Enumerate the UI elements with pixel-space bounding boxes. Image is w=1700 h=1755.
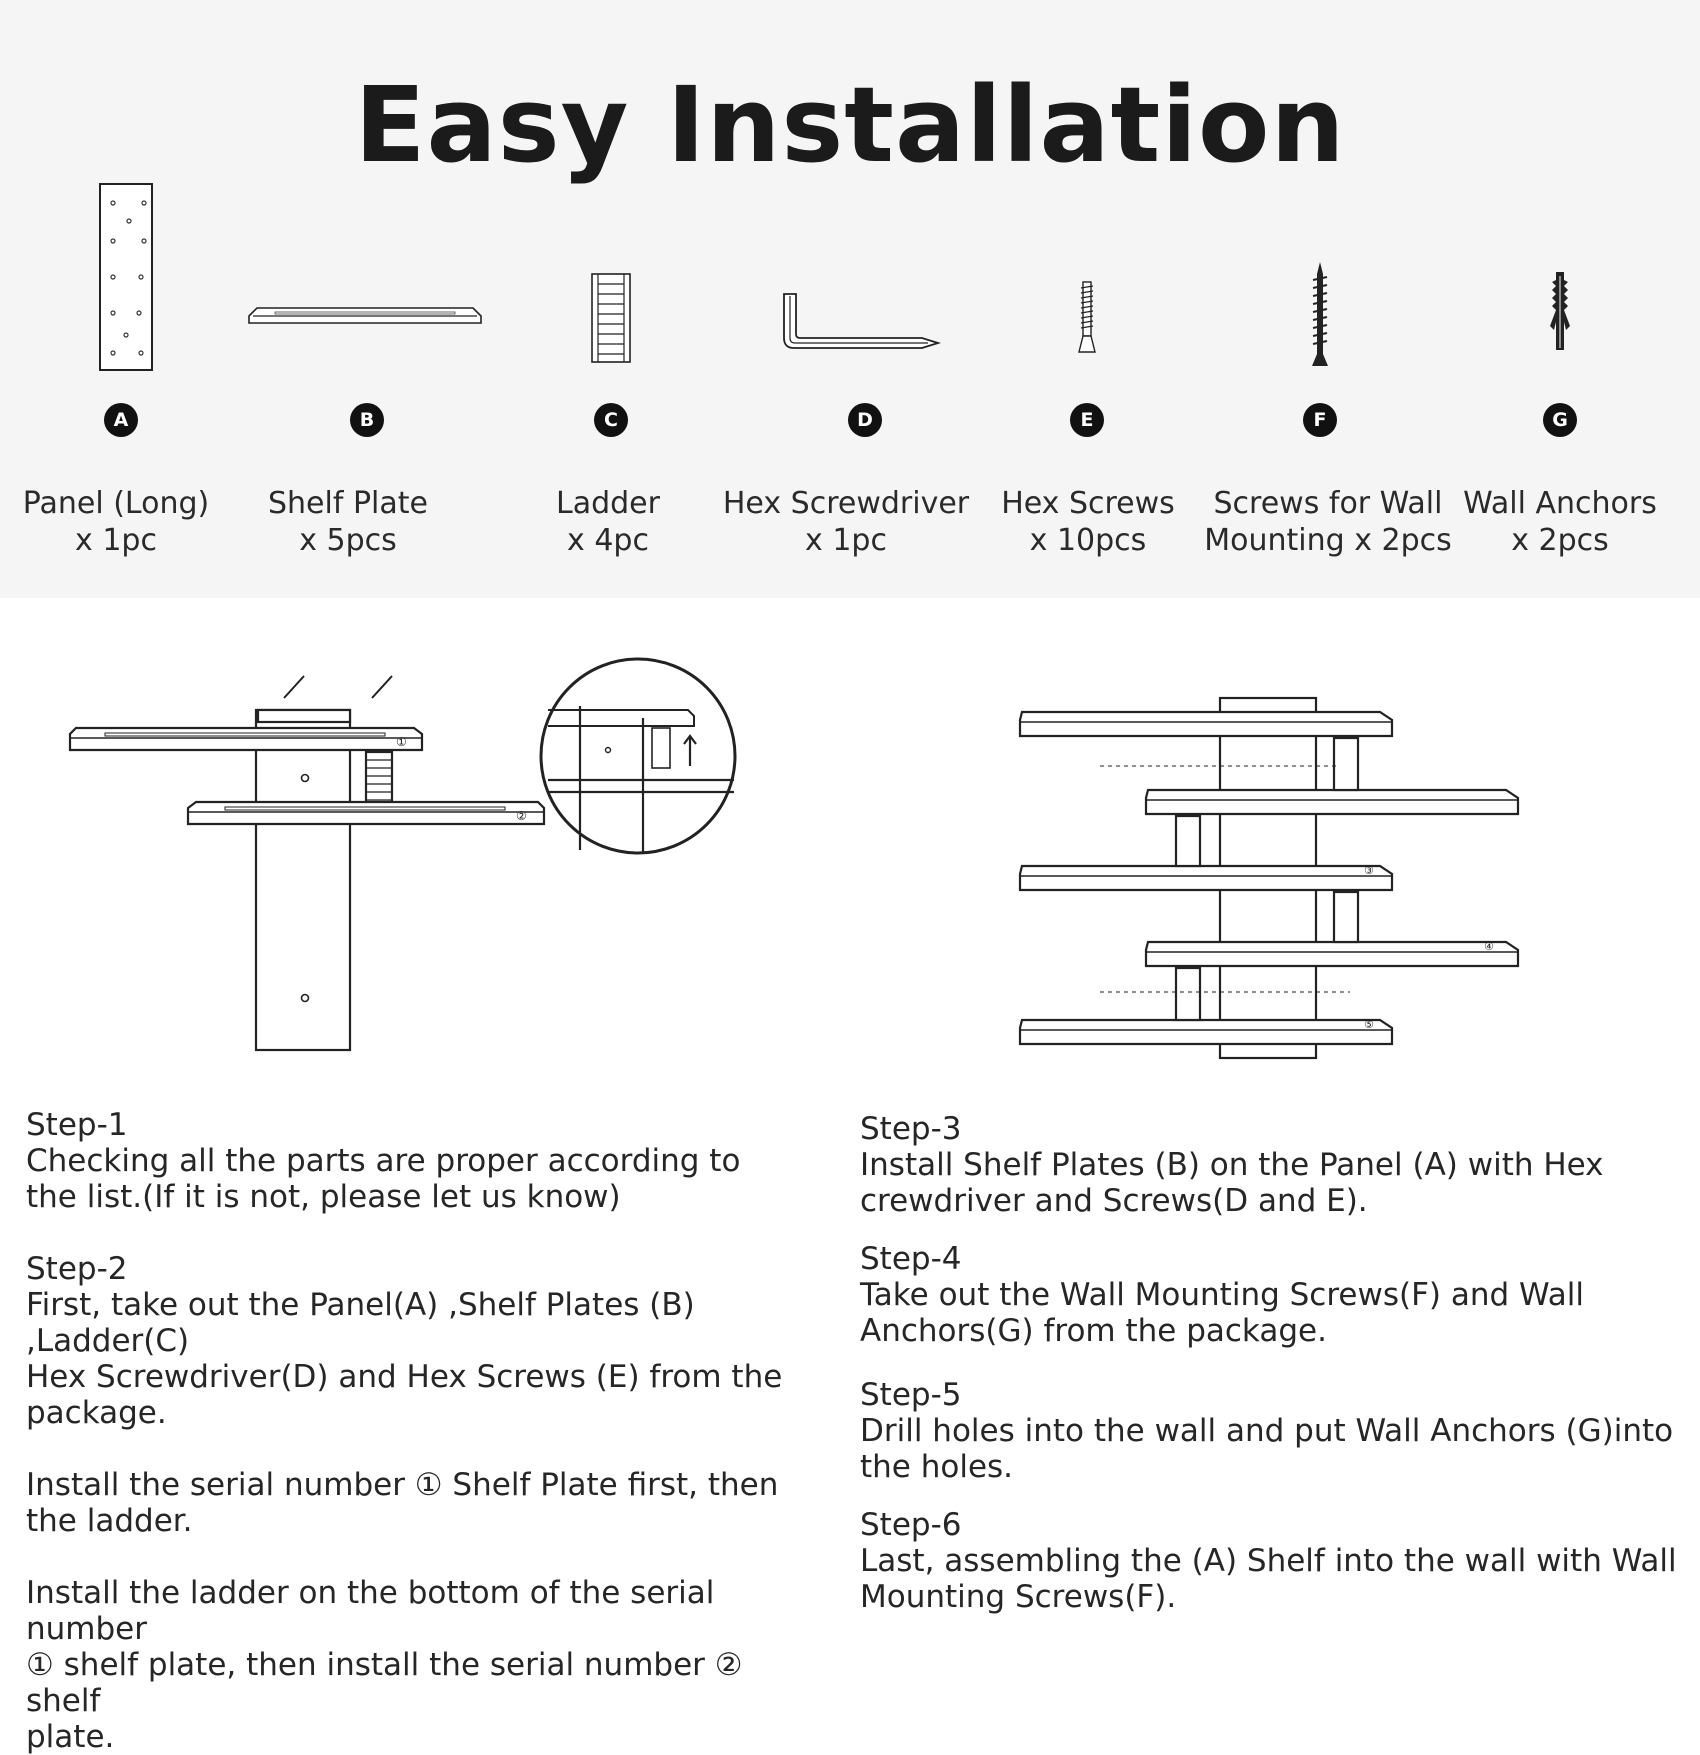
badge-e: E (1070, 403, 1104, 437)
step-3-title: Step-3 (860, 1111, 962, 1147)
steps-right (860, 1111, 1680, 1615)
badge-b: B (350, 403, 384, 437)
step-2-note-2: Install the ladder on the bottom of the serial number ① shelf plate, then install the serial number ② shelf plate. (26, 1575, 743, 1755)
part-label-f: Screws for Wall Mounting x 2pcs (1204, 486, 1452, 558)
step-5-title: Step-5 (860, 1377, 962, 1413)
hex-screwdriver-icon (782, 292, 940, 352)
badge-c: C (594, 403, 628, 437)
wall-anchor-icon (1546, 270, 1574, 352)
part-label-c: Ladder x 4pc (556, 486, 660, 558)
shelf-plate-icon (247, 306, 483, 326)
step-6-title: Step-6 (860, 1507, 962, 1543)
parts-list-panel (0, 0, 1700, 598)
step2-diagram (0, 640, 760, 1060)
step-3: Step-3 Install Shelf Plates (B) on the Panel (A) with Hex crewdriver and Screws(D and E). (860, 1111, 1680, 1219)
panel-icon (99, 183, 153, 371)
part-label-b: Shelf Plate x 5pcs (268, 486, 428, 558)
step-5: Step-5 Drill holes into the wall and put Wall Anchors (G)into the holes. (860, 1377, 1680, 1485)
step-6: Step-6 Last, assembling the (A) Shelf into the wall with Wall Mounting Screws(F). (860, 1507, 1680, 1615)
part-label-d: Hex Screwdriver x 1pc (722, 486, 970, 558)
plate-number-1: ① (396, 735, 407, 749)
steps-left (26, 1107, 816, 1755)
part-label-a: Panel (Long) x 1pc (22, 486, 210, 558)
plate-number-5: ⑤ (1364, 1018, 1374, 1031)
page-title: Easy Installation (354, 64, 1346, 186)
assembled-diagram (1010, 690, 1530, 1060)
step-1-title: Step-1 (26, 1107, 128, 1143)
plate-number-2: ② (516, 809, 527, 823)
badge-d: D (848, 403, 882, 437)
badge-f: F (1303, 403, 1337, 437)
badge-a: A (104, 403, 138, 437)
part-label-e: Hex Screws x 10pcs (1001, 486, 1175, 558)
ladder-icon (590, 272, 632, 364)
step-2-title: Step-2 (26, 1251, 128, 1287)
step-2: Step-2 First, take out the Panel(A) ,Shelf Plates (B) ,Ladder(C) Hex Screwdriver(D) and Hex Screws (E) from the package. (26, 1251, 816, 1431)
plate-number-3: ③ (1364, 864, 1374, 877)
step-1: Step-1 Checking all the parts are proper according to the list.(If it is not, please let us know) (26, 1107, 816, 1215)
part-label-g: Wall Anchors x 2pcs (1463, 486, 1657, 558)
wall-screw-icon (1310, 262, 1330, 368)
hex-screw-icon (1076, 280, 1098, 356)
step-2-note-1: Install the serial number ① Shelf Plate first, then the ladder. (26, 1467, 779, 1539)
plate-number-4: ④ (1484, 940, 1494, 953)
step-4-title: Step-4 (860, 1241, 962, 1277)
step-4: Step-4 Take out the Wall Mounting Screws(F) and Wall Anchors(G) from the package. (860, 1241, 1680, 1349)
badge-g: G (1543, 403, 1577, 437)
